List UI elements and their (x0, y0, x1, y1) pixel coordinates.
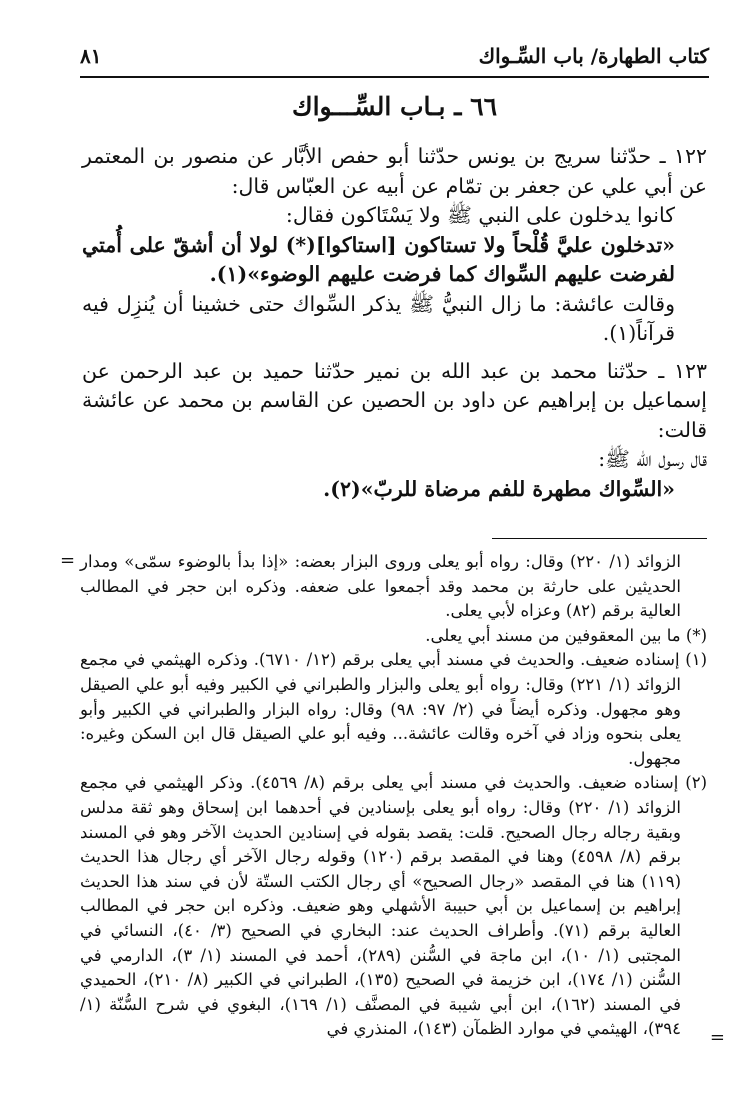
running-title: كتاب الطهارة/ باب السِّـواك (478, 44, 709, 68)
footnote-continuation: الزوائد (١/ ٢٢٠) وقال: رواه أبو يعلى وروى البزار بعضه: «إذا بدأ بالوضوء سمّى» ومدار الحديثين على حارثة بن محمد وقد أجمعوا على ضعفه. وذكره ابن حجر في المطالب العالية برقم (٨٢) وعزاه لأبي يعلى. (80, 552, 682, 621)
page-number: ٨١ (80, 44, 102, 68)
hadith-123-intro: قال رسول الله ﷺ: (598, 447, 707, 471)
footnote-star: (*) ما بين المعقوفين من مسند أبي يعلى. (425, 625, 707, 645)
hadith-122-intro: كانوا يدخلون على النبي ﷺ ولا يَسْتَاكون فقال: (285, 203, 675, 227)
hadith-123-matn: «السِّواك مطهرة للفم مرضاة للربّ»(٢). (323, 476, 675, 501)
end-continuation-mark: = (709, 1027, 725, 1048)
page-header (80, 38, 709, 74)
footnote-1: (١) إسناده ضعيف. والحديث في مسند أبي يعلى برقم (١٢/ ٦٧١٠). وذكره الهيثمي في مجمع الزوائد (١/ ٢٢١) وقال: رواه أبو يعلى والبزار والطبراني في الكبير وفيه أبو علي الصيقل وهو مجهول. وذكره أيضاً في (٢/ ٩٧: ٩٨) وقال: رواه البزار والطبراني في الكبير وأبو يعلى بنحوه وزاد في آخره وقالت عائشة... وفيه أبو علي الصيقل قال ابن السكن وغيره: مجهول. (80, 650, 708, 768)
hadith-122-matn: «تدخلون عليَّ قُلْحاً ولا تستاكون [استاكوا](*) لولا أن أشقّ على أُمتي لفرضت عليهم السِّواك كما فرضت عليهم الوضوء»(١). (82, 232, 675, 286)
footnotes (80, 550, 707, 1042)
footnote-2: (٢) إسناده ضعيف. والحديث في مسند أبي يعلى برقم (٨/ ٤٥٦٩). وذكر الهيثمي في مجمع الزوائد (١/ ٢٢٠) وقال: رواه أبو يعلى بإسنادين في أحدهما ابن إسحاق وهو ثقة مدلس وبقية رجاله رجال الصحيح. قلت: يقصد بقوله في إسنادين الحديث الآخر وهو في المسند برقم (٨/ ٤٥٩٨) وهنا في المقصد برقم (١٢٠) وقوله رجال الآخر أي رجال هذا الحديث (١١٩) هنا في المقصد «رجال الصحيح» أي رجال الكتب الستّة لأن في سند هذا الحديث إبراهيم بن إسماعيل بن أبي حبيبة الأشهلي وهو ضعيف. وذكره ابن حجر في المطالب العالية برقم (٧١). وأطراف الحديث عند: البخاري في الصحيح (٣/ ٤٠)، النسائي في المجتبى (١/ ١٠)، ابن ماجة في السُّنن (٢٨٩)، أحمد في المسند (١/ ٣)، الدارمي في السُّنن (١/ ١٧٤)، ابن خزيمة في الصحيح (١٣٥)، الطبراني في الكبير (٨/ ٢١٠)، الحميدي في المسند (١٦٢)، ابن أبي شيبة في المصنَّف (١/ ١٦٩)، البغوي في شرح السُّنّة (١/ ٣٩٤)، الهيثمي في موارد الظمآن (١٤٣)، المنذري في (80, 773, 708, 1039)
hadith-123-isnad: ١٢٣ ـ حدّثنا محمد بن عبد الله بن نمير حدّثنا حميد بن عبد الرحمن عن إسماعيل بن إبراهيم عن داود بن الحصين عن القاسم بن محمد عن عائشة قالت: (82, 358, 707, 442)
continuation-mark: = (60, 550, 76, 571)
aisha-statement: وقالت عائشة: ما زال النبيُّ ﷺ يذكر السِّواك حتى خشينا أن يُنزِل فيه قرآناً(١). (82, 291, 675, 345)
main-text (82, 142, 707, 504)
chapter-title: ٦٦ ـ بـاب السِّـــواك (291, 92, 498, 121)
header-rule (80, 76, 709, 78)
hadith-122-isnad: ١٢٢ ـ حدّثنا سريج بن يونس حدّثنا أبو حفص الأبَّار عن منصور بن المعتمر عن أبي علي عن جعفر بن تمّام عن أبيه عن العبّاس قال: (82, 144, 707, 198)
footnote-separator (492, 538, 707, 539)
